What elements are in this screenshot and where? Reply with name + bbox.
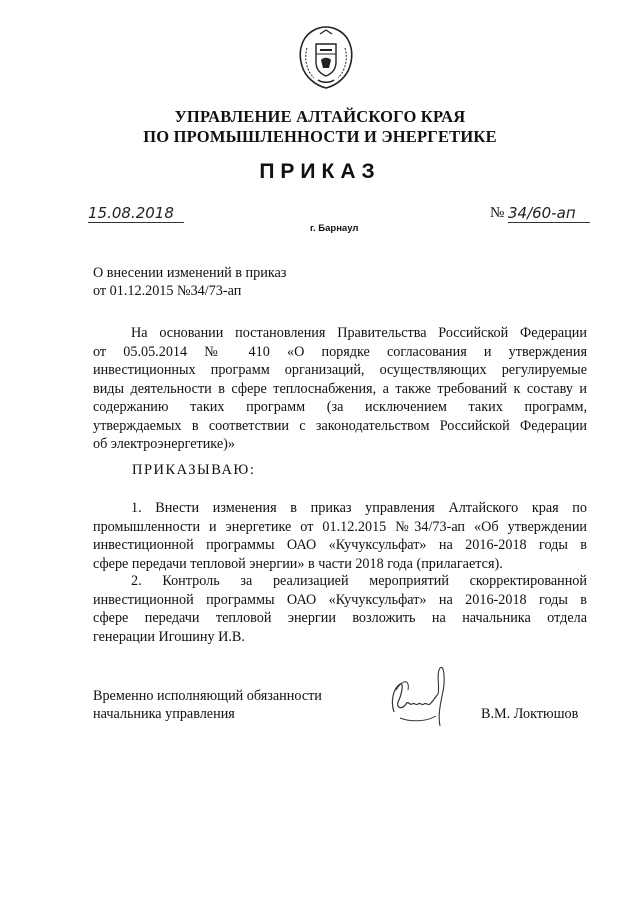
organization-name-line1: УПРАВЛЕНИЕ АЛТАЙСКОГО КРАЯ	[174, 107, 466, 126]
date-underline	[88, 222, 184, 223]
paragraph-line: виды деятельности в сфере теплоснабжения, а также требований к составу и	[93, 380, 587, 397]
paragraph-line: сфере передачи тепловой энергии» в части 2018 года (прилагается).	[93, 555, 503, 572]
basis-paragraph	[93, 324, 587, 454]
coat-of-arms-emblem-icon	[296, 24, 356, 90]
paragraph-line: инвестиционной программы ОАО «Кучуксульфат» на 2016-2018 годы в	[93, 537, 587, 553]
handwritten-signature-icon	[380, 660, 460, 730]
paragraph-line: сфере передачи тепловой энергии возложить на начальника отдела	[93, 610, 587, 626]
document-title: ПРИКАЗ	[259, 160, 381, 183]
signatory-name: В.М. Локтюшов	[481, 706, 579, 722]
subject-line: от 01.12.2015 №34/73-ап	[93, 283, 242, 299]
order-item-2	[93, 572, 587, 646]
paragraph-line: инвестиционной программы ОАО «Кучуксульфат» на 2016-2018 годы в	[93, 591, 587, 608]
paragraph-line: промышленности и энергетике от 01.12.2015 №34/73-ап «Об утверждении	[93, 518, 587, 535]
order-directive: ПРИКАЗЫВАЮ:	[132, 462, 256, 478]
number-sign: №	[490, 205, 505, 221]
paragraph-line: утверждаемых в соответствии с законодательством Российской Федерации	[93, 417, 587, 434]
document-number: 34/60-ап	[508, 204, 576, 222]
document-date: 15.08.2018	[88, 204, 174, 222]
number-underline	[508, 222, 590, 223]
paragraph-line: содержанию таких программ (за исключением таких программ,	[93, 399, 587, 415]
position-line: начальника управления	[93, 706, 235, 722]
document-city: г. Барнаул	[310, 223, 359, 234]
paragraph-line: 2. Контроль за реализацией мероприятий скорректированной	[131, 573, 587, 589]
order-item-1	[93, 499, 587, 573]
paragraph-line: инвестиционных программ организаций, осуществляющих регулируемые	[93, 362, 587, 378]
signatory-position	[93, 687, 322, 723]
position-line: Временно исполняющий обязанности	[93, 688, 322, 704]
paragraph-line: от 05.05.2014 № 410 «О порядке согласования и утверждения	[93, 343, 587, 360]
document-subject	[93, 264, 286, 300]
paragraph-line: об электроэнергетике)»	[93, 436, 235, 452]
paragraph-line: На основании постановления Правительства Российской Федерации	[131, 325, 587, 341]
paragraph-line: 1. Внести изменения в приказ управления Алтайского края по	[131, 500, 587, 516]
organization-name-line2: ПО ПРОМЫШЛЕННОСТИ И ЭНЕРГЕТИКЕ	[143, 127, 497, 146]
paragraph-line: генерации Игошину И.В.	[93, 628, 245, 645]
subject-line: О внесении изменений в приказ	[93, 265, 287, 281]
